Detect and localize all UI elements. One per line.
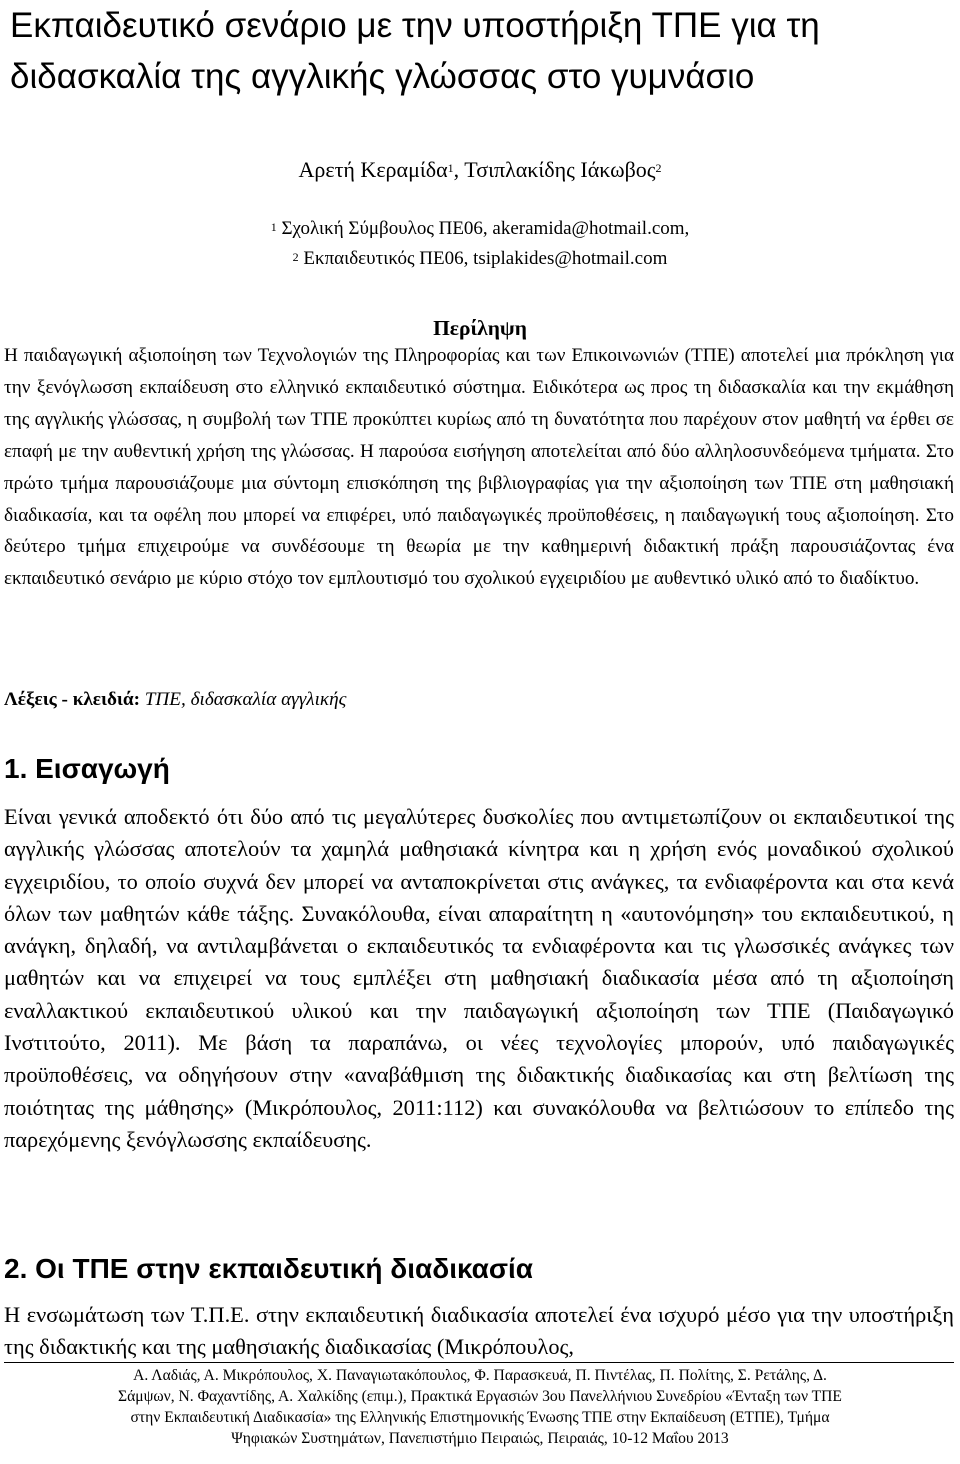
- section-heading-ict: 2. Οι ΤΠΕ στην εκπαιδευτική διαδικασία: [4, 1253, 534, 1284]
- paper-title: Εκπαιδευτικό σενάριο με την υποστήριξη ΤΠΕ για τη διδασκαλία της αγγλικής γλώσσας στο γυμνάσιο: [10, 6, 820, 96]
- abstract-text: Η παιδαγωγική αξιοποίηση των Τεχνολογιών της Πληροφορίας και των Επικοινωνιών (ΤΠΕ) αποτελεί μια πρόκληση για την ξενόγλωσση εκπαίδευση στο ελληνικό εκπαιδευτικό σύστημα. Ειδικότερα ως προς τη διδασκαλία και την εκμάθηση της αγγλικής γλώσσας, η συμβολή των ΤΠΕ προκύπτει κυρίως από τη δυνατότητα που παρέχουν στον μαθητή να έρθει σε επαφή με την αυθεντική χρήση της γλώσσας. Η παρούσα εισήγηση αποτελείται από δύο αλληλοσυνδεόμενα τμήματα. Στο πρώτο τμήμα παρουσιάζουμε μια σύντομη επισκόπηση της βιβλιογραφίας για την αξιοποίηση των ΤΠΕ στη μαθησιακή διαδικασία, και τα οφέλη που μπορεί να επιφέρει, υπό παιδαγωγικές προϋποθέσεις, η παιδαγωγική τους αξιοποίηση. Στο δεύτερο τμήμα επιχειρούμε να συνδέσουμε τη θεωρία με την καθημερινή διδακτική πράξη παρουσιάζοντας ένα εκπαιδευτικό σενάριο με κύριο στόχο τον εμπλουτισμό του σχολικού εγχειριδίου με αυθεντικό υλικό από το διαδίκτυο.: [4, 345, 954, 590]
- section-body-ict: Η ενσωμάτωση των Τ.Π.Ε. στην εκπαιδευτική διαδικασία αποτελεί ένα ισχυρό μέσο για την υποστήριξη της διδακτικής και της μαθησιακής διαδικασίας (Μικρόπουλος,: [4, 1302, 954, 1360]
- footer-line: Α. Λαδιάς, Α. Μικρόπουλος, Χ. Παναγιωτακόπουλος, Φ. Παρασκευά, Π. Πιντέλας, Π. Πολίτης, Σ. Ρετάλης, Δ.: [133, 1367, 827, 1384]
- author-list: [0, 155, 960, 185]
- author-separator: ,: [453, 157, 465, 182]
- footer-divider: [4, 1362, 954, 1363]
- abstract-heading: Περίληψη: [433, 316, 527, 340]
- author-name: Αρετή Κεραμίδα: [298, 157, 448, 182]
- author-affiliation-marker: 1: [447, 161, 454, 175]
- footer-line: Ψηφιακών Συστημάτων, Πανεπιστήμιο Πειραιώς, Πειραιάς, 10-12 Μαΐου 2013: [231, 1430, 729, 1447]
- section-heading-introduction: 1. Εισαγωγή: [4, 753, 170, 784]
- author-affiliation-marker: 2: [655, 161, 662, 175]
- affiliation-text: Εκπαιδευτικός ΠΕ06, tsiplakides@hotmail.com: [303, 248, 668, 269]
- footer-citation: [0, 1365, 960, 1449]
- affiliation-marker: 2: [292, 250, 299, 264]
- keywords-label: Λέξεις - κλειδιά:: [4, 689, 140, 710]
- affiliation-marker: 1: [270, 220, 277, 234]
- footer-line: Σάμψων, Ν. Φαχαντίδης, Α. Χαλκίδης (επιμ.), Πρακτικά Εργασιών 3ου Πανελλήνιου Συνεδρίου «Ένταξη των ΤΠΕ: [118, 1388, 842, 1405]
- keywords: [4, 685, 954, 715]
- author-name: Τσιπλακίδης Ιάκωβος: [464, 157, 656, 182]
- affiliation-line: [0, 244, 960, 274]
- affiliation-line: [0, 214, 960, 244]
- affiliation-text: Σχολική Σύμβουλος ΠΕ06, akeramida@hotmail.com,: [281, 218, 690, 239]
- affiliation-list: [0, 214, 960, 274]
- footer-line: στην Εκπαιδευτική Διαδικασία» της Ελληνικής Επιστημονικής Ένωσης ΤΠΕ στην Εκπαίδευση (ΕΤΠΕ), Τμήμα: [130, 1409, 830, 1426]
- keywords-value: ΤΠΕ, διδασκαλία αγγλικής: [144, 689, 347, 710]
- section-body-introduction: Είναι γενικά αποδεκτό ότι δύο από τις μεγαλύτερες δυσκολίες που αντιμετωπίζουν οι εκπαιδευτικοί της αγγλικής γλώσσας αποτελούν τα χαμηλά μαθησιακά κίνητρα και η χρήση ενός μοναδικού σχολικού εγχειριδίου, το οποίο συχνά δεν μπορεί να ανταποκρίνεται στις ανάγκες, τα ενδιαφέροντα και στα κενά όλων των μαθητών κάθε τάξης. Συνακόλουθα, είναι απαραίτητη η «αυτονόμηση» του εκπαιδευτικού, η ανάγκη, δηλαδή, να αντιλαμβάνεται ο εκπαιδευτικός τα ενδιαφέροντα και τις γλωσσικές ανάγκες των μαθητών και να επιχειρεί να τους εμπλέξει στη μαθησιακή διαδικασία μέσα από τη αξιοποίηση εναλλακτικού εκπαιδευτικού υλικού και την παιδαγωγική αξιοποίηση των ΤΠΕ (Παιδαγωγικό Ινστιτούτο, 2011). Με βάση τα παραπάνω, οι νέες τεχνολογίες μπορούν, υπό παιδαγωγικές προϋποθέσεις, να οδηγήσουν στην «αναβάθμιση της διδακτικής διαδικασίας και στη βελτίωση της ποιότητας της μάθησης» (Μικρόπουλος, 2011:112) και συνακόλουθα να βελτιώσουν το επίπεδο της παρεχόμενης ξενόγλωσσης εκπαίδευσης.: [4, 804, 954, 1152]
